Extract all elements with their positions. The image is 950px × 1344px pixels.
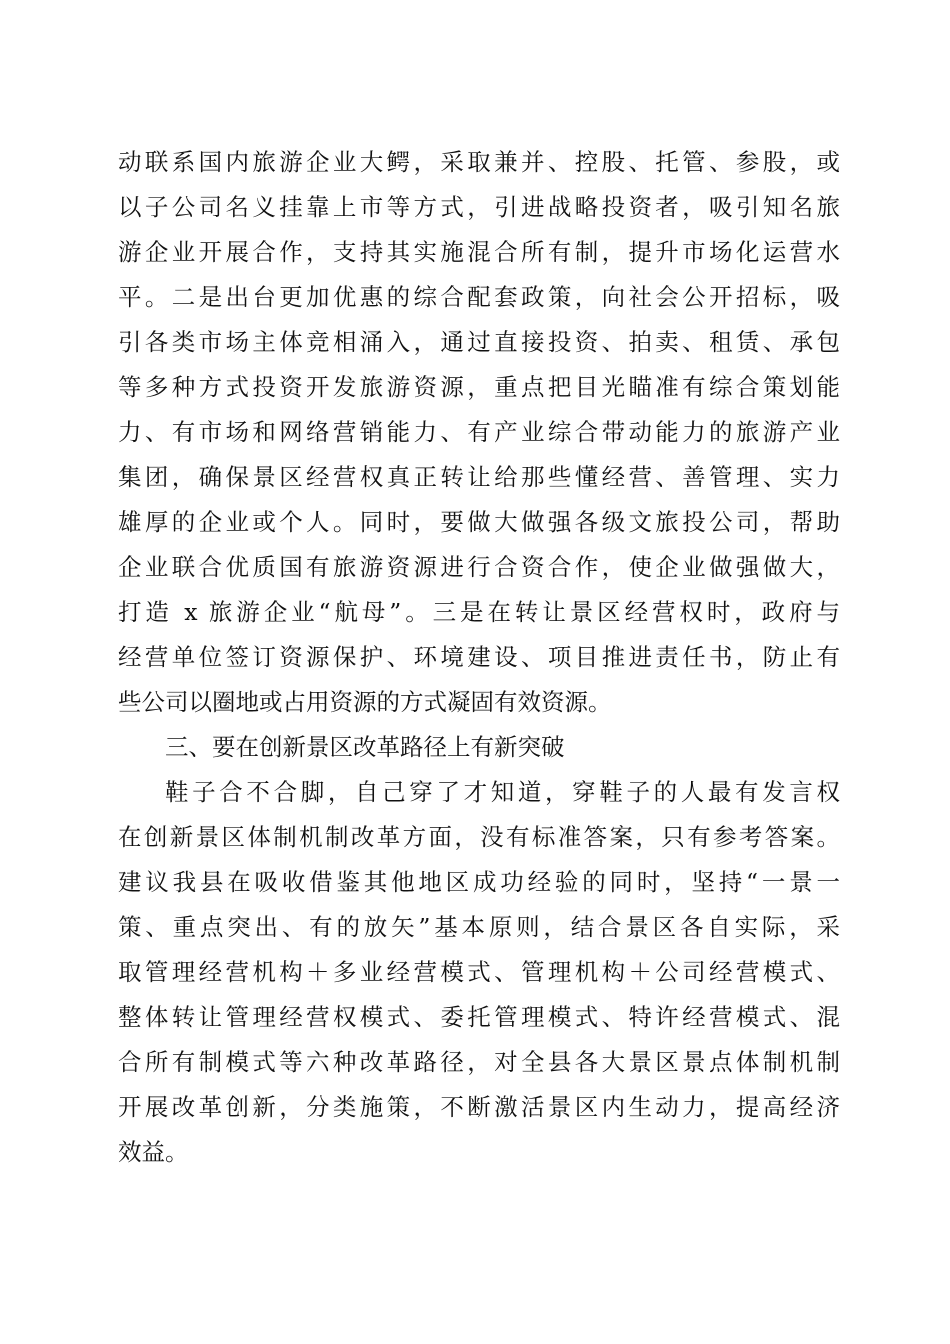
paragraph-2-line-6: 整体转让管理经营权模式、委托管理模式、特许经营模式、混 bbox=[118, 1003, 840, 1031]
paragraph-2-line-4: 策、重点突出、有的放矢”基本原则，结合景区各自实际，采 bbox=[118, 913, 840, 941]
paragraph-1-line-13: 些公司以圈地或占用资源的方式凝固有效资源。 bbox=[118, 688, 612, 716]
paragraph-2-line-8: 开展改革创新，分类施策，不断激活景区内生动力，提高经济 bbox=[118, 1093, 840, 1121]
paragraph-1-line-8: 集团，确保景区经营权真正转让给那些懂经营、善管理、实力 bbox=[118, 463, 840, 491]
paragraph-2-line-9: 效益。 bbox=[118, 1138, 189, 1166]
paragraph-2-line-2: 在创新景区体制机制改革方面，没有标准答案，只有参考答案。 bbox=[118, 823, 840, 851]
paragraph-1-line-7: 力、有市场和网络营销能力、有产业综合带动能力的旅游产业 bbox=[118, 418, 840, 446]
paragraph-2-line-3: 建议我县在吸收借鉴其他地区成功经验的同时，坚持“一景一 bbox=[118, 868, 840, 896]
paragraph-1-line-11: 打造 x 旅游企业“航母”。三是在转让景区经营权时，政府与 bbox=[118, 598, 840, 626]
paragraph-2-line-7: 合所有制模式等六种改革路径，对全县各大景区景点体制机制 bbox=[118, 1048, 840, 1076]
paragraph-1-line-10: 企业联合优质国有旅游资源进行合资合作，使企业做强做大， bbox=[118, 553, 840, 581]
section-heading: 三、要在创新景区改革路径上有新突破 bbox=[165, 733, 565, 761]
paragraph-1-line-9: 雄厚的企业或个人。同时，要做大做强各级文旅投公司，帮助 bbox=[118, 508, 840, 536]
paragraph-1-line-12: 经营单位签订资源保护、环境建设、项目推进责任书，防止有 bbox=[118, 643, 840, 671]
paragraph-1-line-2: 以子公司名义挂靠上市等方式，引进战略投资者，吸引知名旅 bbox=[118, 193, 840, 221]
paragraph-1-line-5: 引各类市场主体竞相涌入，通过直接投资、拍卖、租赁、承包 bbox=[118, 328, 840, 356]
paragraph-1-line-3: 游企业开展合作，支持其实施混合所有制，提升市场化运营水 bbox=[118, 238, 840, 266]
paragraph-1-line-1: 动联系国内旅游企业大鳄，采取兼并、控股、托管、参股，或 bbox=[118, 148, 840, 176]
paragraph-2-line-1: 鞋子合不合脚，自己穿了才知道，穿鞋子的人最有发言权 bbox=[165, 778, 840, 806]
paragraph-2-line-5: 取管理经营机构＋多业经营模式、管理机构＋公司经营模式、 bbox=[118, 958, 840, 986]
paragraph-1-line-6: 等多种方式投资开发旅游资源，重点把目光瞄准有综合策划能 bbox=[118, 373, 840, 401]
paragraph-1-line-4: 平。二是出台更加优惠的综合配套政策，向社会公开招标，吸 bbox=[118, 283, 840, 311]
